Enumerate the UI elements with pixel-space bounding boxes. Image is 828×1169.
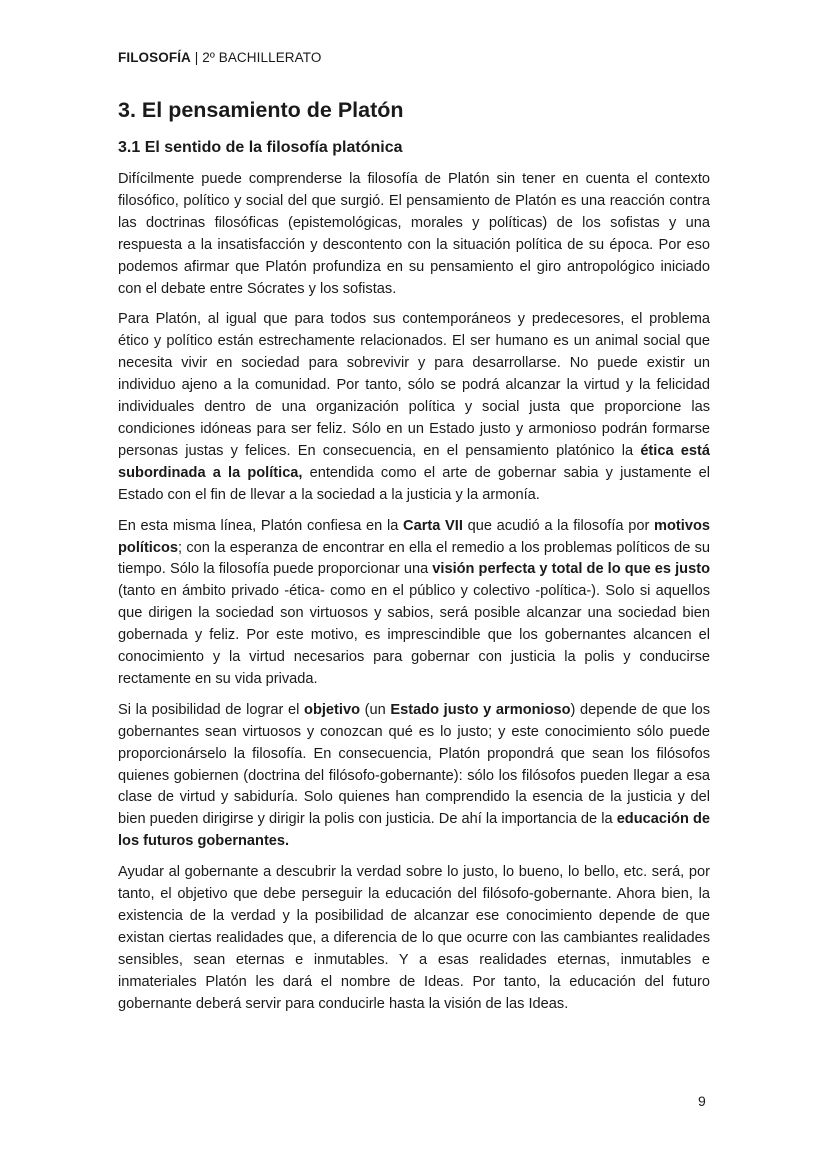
subsection-title: 3.1 El sentido de la filosofía platónica — [118, 139, 403, 156]
page-number: 9 — [698, 1093, 706, 1109]
paragraph-text: (tanto en ámbito privado -ética- como en el público y colectivo -política-). Solo si aquellos que dirigen la sociedad son virtuosos y sabios, será posible alcanzar una sociedad bien gobernada y feliz. Por este motivo, es imprescindible que los gobernantes alcancen el conocimiento y la virtud necesarios para gobernar con justicia la polis y conducirse rectamente en su vida privada. — [118, 583, 710, 687]
header-subject: FILOSOFÍA — [118, 50, 191, 65]
paragraph-text: que acudió a la filosofía por — [462, 517, 655, 534]
paragraph-1 — [118, 169, 710, 300]
header-course: 2º BACHILLERATO — [202, 50, 322, 65]
emphasis-text: ética está subordinada a la política, — [118, 442, 710, 481]
paragraph-3 — [118, 516, 710, 691]
emphasis-text: objetivo — [304, 701, 360, 718]
emphasis-text: Estado justo y armonioso — [390, 701, 571, 718]
section-title: 3. El pensamiento de Platón — [118, 98, 404, 122]
paragraph-4 — [118, 700, 710, 853]
emphasis-text: educación de los futuros gobernantes. — [118, 811, 710, 850]
paragraph-text: ; con la esperanza de encontrar en ella el remedio a los problemas políticos de su tiempo. Sólo la filosofía puede proporcionar una — [118, 539, 710, 578]
paragraph-text: En esta misma línea, Platón confiesa en la — [118, 517, 404, 534]
paragraph-text: Ayudar al gobernante a descubrir la verdad sobre lo justo, lo bueno, lo bello, etc. será, por tanto, el objetivo que debe perseguir la educación del filósofo-gobernante. Ahora bien, la existencia de la verdad y la posibilidad de alcanzar ese conocimiento depende de que existan ciertas realidades que, a diferencia de lo que ocurre con las cambiantes realidades sensibles, sean eternas e inmutables. Y a esas realidades eternas, inmutables e inmateriales Platón les dará el nombre de Ideas. Por tanto, la educación del futuro gobernante deberá servir para conducirle hasta la visión de las Ideas. — [118, 864, 710, 1012]
paragraph-2 — [118, 309, 710, 506]
emphasis-text: visión perfecta y total de lo que es justo — [432, 561, 710, 578]
paragraph-text: Si la posibilidad de lograr el — [118, 701, 305, 718]
paragraph-text: Difícilmente puede comprenderse la filosofía de Platón sin tener en cuenta el contexto filosófico, político y social del que surgió. El pensamiento de Platón es una reacción contra las doctrinas filosóficas (epistemológicas, morales y políticas) de los sofistas y una respuesta a la insatisfacción y descontento con la situación política de su época. Por eso podemos afirmar que Platón profundiza en su pensamiento el giro antropológico iniciado con el debate entre Sócrates y los sofistas. — [118, 171, 710, 297]
paragraph-text: Para Platón, al igual que para todos sus contemporáneos y predecesores, el problema ético y político están estrechamente relacionados. El ser humano es un animal social que necesita vivir en sociedad para sobrevivir y para desarrollarse. No puede existir un individuo ajeno a la comunidad. Por tanto, sólo se podrá alcanzar la virtud y la felicidad individuales dentro de una organización política y social justa que proporcione las condiciones idóneas para ser feliz. Sólo en un Estado justo y armonioso podrán formarse personas justas y felices. En consecuencia, en el pensamiento platónico la — [118, 311, 710, 459]
paragraph-5 — [118, 862, 710, 1015]
paragraph-text: ) depende de que los gobernantes sean virtuosos y conozcan qué es lo justo; y este conocimiento sólo puede proporcionárselo la filosofía. En consecuencia, Platón propondrá que sean los filósofos quienes gobiernen (doctrina del filósofo-gobernante): sólo los filósofos pueden llegar a esa clase de virtud y sabiduría. Solo quienes han comprendido la esencia de la justicia y del bien pueden dirigirse y dirigir la polis con justicia. De ahí la importancia de la — [118, 701, 710, 828]
emphasis-text: motivos políticos — [118, 517, 710, 556]
header-separator: | — [194, 50, 199, 65]
paragraph-text: entendida como el arte de gobernar sabia y justamente el Estado con el fin de llevar a la sociedad a la justicia y la armonía. — [118, 464, 710, 503]
main-content — [118, 96, 710, 1025]
emphasis-text: Carta VII — [403, 517, 463, 534]
page-header — [118, 50, 321, 65]
paragraph-text: (un — [360, 701, 391, 718]
